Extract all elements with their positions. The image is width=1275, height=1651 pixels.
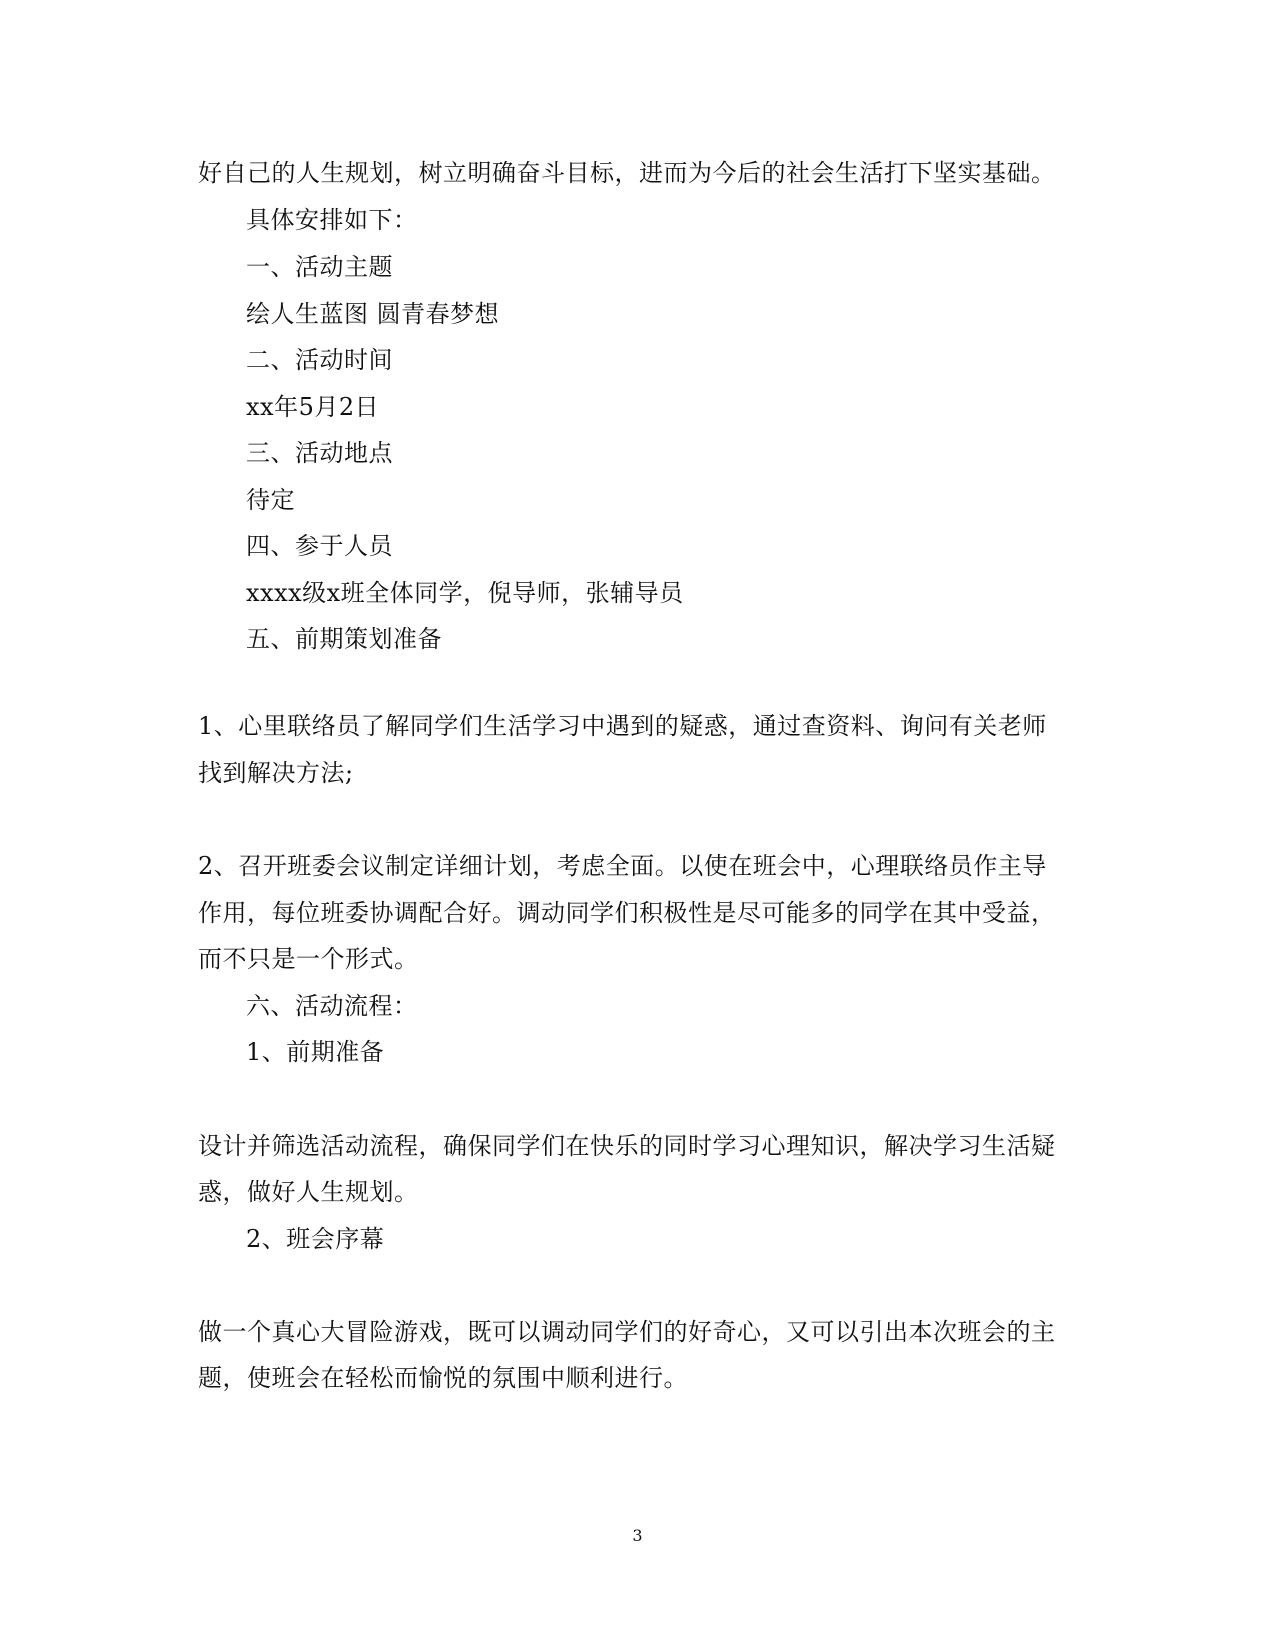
- paragraph-line: 找到解决方法;: [198, 759, 354, 787]
- page-number: 3: [632, 1526, 643, 1545]
- section-heading: 二、活动时间: [246, 346, 393, 374]
- section-content: 待定: [246, 486, 295, 514]
- subsection-heading: 2、班会序幕: [246, 1225, 385, 1253]
- paragraph-line: 而不只是一个形式。: [198, 945, 419, 973]
- section-heading: 四、参于人员: [246, 532, 393, 560]
- paragraph-line: 做一个真心大冒险游戏，既可以调动同学们的好奇心，又可以引出本次班会的主: [198, 1318, 1056, 1346]
- paragraph-line: 2、召开班委会议制定详细计划，考虑全面。以使在班会中，心理联络员作主导: [198, 852, 1047, 880]
- subsection-heading: 1、前期准备: [246, 1038, 385, 1066]
- section-content: xx年5月2日: [246, 393, 380, 421]
- intro-line: 具体安排如下：: [246, 206, 418, 234]
- paragraph-line: 设计并筛选活动流程，确保同学们在快乐的同时学习心理知识，解决学习生活疑: [198, 1132, 1056, 1160]
- section-heading: 三、活动地点: [246, 439, 393, 467]
- paragraph-line: 1、心里联络员了解同学们生活学习中遇到的疑惑，通过查资料、询问有关老师: [198, 712, 1047, 740]
- section-content: xxxx级x班全体同学，倪导师，张辅导员: [246, 579, 684, 607]
- section-heading: 五、前期策划准备: [246, 625, 442, 653]
- paragraph-line: 题，使班会在轻松而愉悦的氛围中顺利进行。: [198, 1364, 688, 1392]
- paragraph-line: 好自己的人生规划，树立明确奋斗目标，进而为今后的社会生活打下坚实基础。: [198, 159, 1056, 187]
- section-heading: 六、活动流程：: [246, 992, 418, 1020]
- paragraph-line: 作用，每位班委协调配合好。调动同学们积极性是尽可能多的同学在其中受益，: [198, 899, 1056, 927]
- section-content: 绘人生蓝图 圆青春梦想: [246, 300, 500, 328]
- paragraph-line: 惑，做好人生规划。: [198, 1178, 419, 1206]
- section-heading: 一、活动主题: [246, 253, 393, 281]
